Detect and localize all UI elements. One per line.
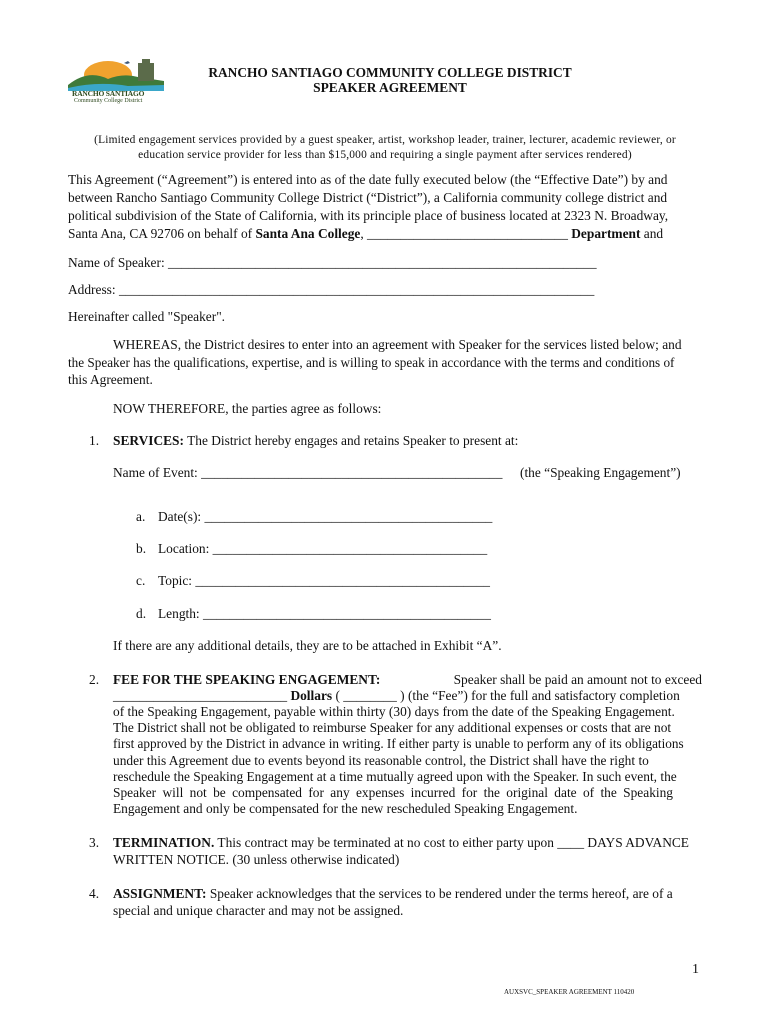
length-field[interactable]: Length: ___________________________________________ [158,606,491,621]
page-subtitle-title: SPEAKER AGREEMENT [313,80,467,95]
fee-line1-rest: Speaker shall be paid an amount not to exceed [453,672,702,687]
assignment-text: Speaker acknowledges that the services to be rendered under the terms hereof, are of a [206,886,673,901]
now-therefore-text: NOW THEREFORE, the parties agree as follows: [113,401,382,416]
address-field[interactable]: Address: _______________________________________________________________________ [68,282,595,297]
assignment-heading: ASSIGNMENT: [113,886,207,901]
intro-line4 [68,226,663,242]
termination-heading: TERMINATION. [113,835,215,850]
fee-amount-blank[interactable]: __________________________ [113,688,291,703]
section-number-2: 2. [89,672,100,687]
location-field[interactable]: Location: _________________________________________ [158,541,488,556]
assignment-line2: special and unique character and may not be assigned. [113,903,404,918]
fee-text-line: Speaker will not be compensated for any expenses incurred for the original date of the Speaking [113,785,673,800]
event-name-suffix: (the “Speaking Engagement”) [520,465,681,480]
section-number-4: 4. [89,886,100,901]
fee-text-line: first approved by the District in advance in writing. If either party is unable to perform any of its obligations [113,736,684,751]
logo-name: RANCHO SANTIAGO [72,89,145,98]
intro-line4-suffix: and [640,226,664,241]
department-blank: , ______________________________ [360,226,572,241]
department-label: Department [571,226,641,241]
page-number: 1 [692,962,699,977]
fee-line2-rest: ( ________ ) (the “Fee”) for the full and satisfactory completion [332,688,680,703]
intro-line2: between Rancho Santiago Community College District (“District”), a California community college district and [68,190,668,205]
intro-line3: political subdivision of the State of California, with its principle place of business located at 2323 N. Broadway, [68,208,669,223]
assignment-line1 [113,886,673,902]
services-text: The District hereby engages and retains Speaker to present at: [183,433,519,448]
fee-text-line: reschedule the Speaking Engagement at a time mutually agreed upon with the Speaker. In such event, the [113,769,677,784]
college-name: Santa Ana College [255,226,361,241]
whereas-line1: WHEREAS, the District desires to enter into an agreement with Speaker for the services listed below; and [113,337,682,352]
logo-graphic-icon [68,55,164,91]
item-letter-c: c. [136,573,146,588]
intro-line4-prefix: Santa Ana, CA 92706 on behalf of [68,226,256,241]
section-number-1: 1. [89,433,100,448]
page-title: RANCHO SANTIAGO COMMUNITY COLLEGE DISTRICT [208,65,572,80]
intro-line1: This Agreement (“Agreement”) is entered into as of the date fully executed below (the “Effective Date”) by and [68,172,668,187]
termination-text: This contract may be terminated at no cost to either party upon ____ DAYS ADVANCE [214,835,689,850]
fee-text-line: Engagement and only be compensated for the new rescheduled Speaking Engagement. [113,801,578,816]
item-letter-a: a. [136,509,146,524]
section-number-3: 3. [89,835,100,850]
scope-note-line1: (Limited engagement services provided by a guest speaker, artist, workshop leader, trainer, lecturer, academic reviewer, or [94,134,676,146]
fee-line1 [113,672,702,688]
dollars-label: Dollars [290,688,333,703]
fee-text-line: under this Agreement due to events beyond its reasonable control, the District shall have the right to [113,753,649,768]
fee-line2 [113,688,680,704]
fee-text-line: The District shall not be obligated to reimburse Speaker for any additional expenses or costs that are not [113,720,672,735]
event-name-field[interactable]: Name of Event: _____________________________________________ [113,465,503,480]
termination-line1 [113,835,689,851]
topic-field[interactable]: Topic: ____________________________________________ [158,573,490,588]
district-logo [68,55,164,107]
document-code: AUXSVC_SPEAKER AGREEMENT 110420 [504,988,635,996]
dates-field[interactable]: Date(s): ___________________________________________ [158,509,493,524]
whereas-line3: this Agreement. [68,372,153,387]
whereas-line2: the Speaker has the qualifications, expertise, and is willing to speak in accordance with the terms and conditions of [68,355,675,370]
services-line [113,433,518,449]
scope-note-line2: education service provider for less than $15,000 and requiring a single payment after services rendered) [138,149,632,161]
fee-text-line: of the Speaking Engagement, payable within thirty (30) days from the date of the Speaking Engagement. [113,704,675,719]
termination-line2: WRITTEN NOTICE. (30 unless otherwise indicated) [113,852,400,867]
fee-heading: FEE FOR THE SPEAKING ENGAGEMENT: [113,672,381,687]
services-heading: SERVICES: [113,433,184,448]
item-letter-b: b. [136,541,147,556]
logo-subtitle: Community College District [74,98,143,104]
hereinafter-text: Hereinafter called "Speaker". [68,309,226,324]
additional-details-text: If there are any additional details, they are to be attached in Exhibit “A”. [113,638,502,653]
speaker-name-field[interactable]: Name of Speaker: ________________________________________________________________ [68,255,597,270]
item-letter-d: d. [136,606,147,621]
